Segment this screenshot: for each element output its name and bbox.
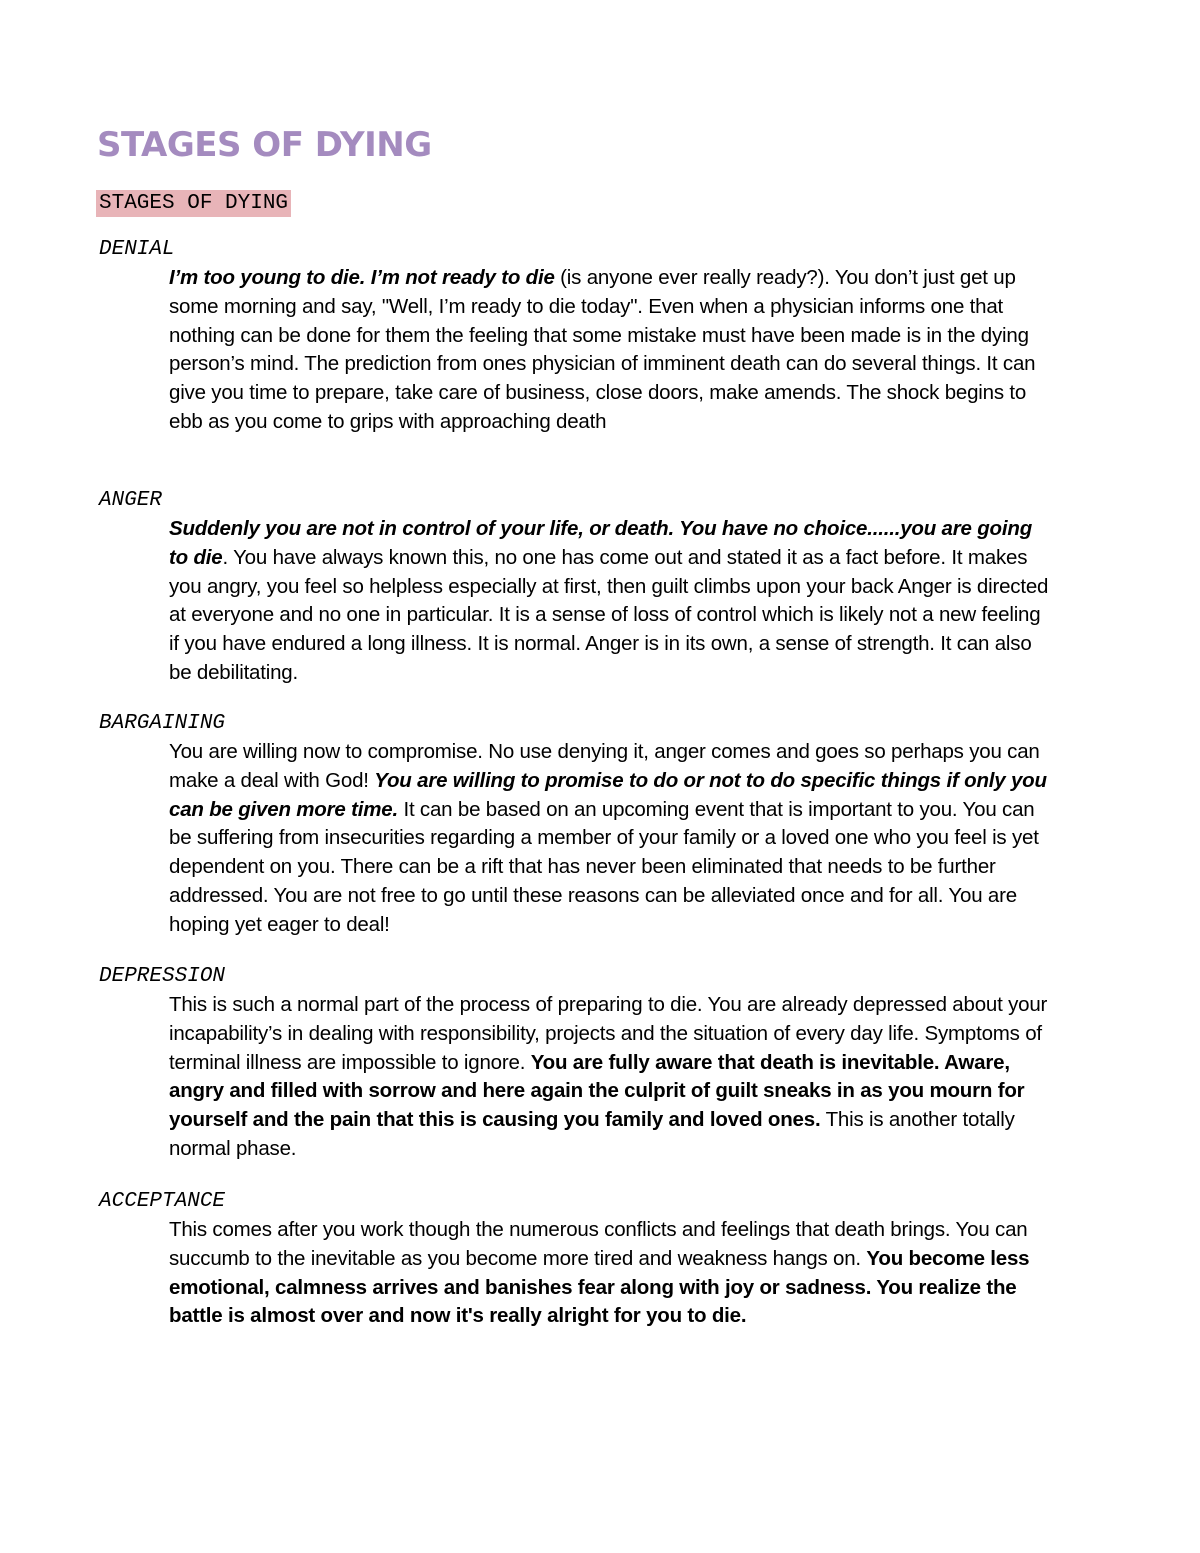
stage-body xyxy=(169,1216,1049,1331)
stage-text: This comes after you work though the numerous conflicts and feelings that death brings. You can succumb to the inevitable as you become more tired and weakness hangs on. xyxy=(169,1218,1028,1270)
stage-text: It can be based on an upcoming event that is important to you. You can be suffering from insecurities regarding a member of your family or a loved one who you feel is yet dependent on you. There can be a rift that has never been eliminated that needs to be further addressed. You are not free to go until these reasons can be alleviated once and for all. You are hoping yet eager to deal! xyxy=(169,797,1039,936)
stage-text: . You have always known this, no one has come out and stated it as a fact before. It makes you angry, you feel so helpless especially at first, then guilt climbs upon your back Anger is directed at everyone and no one in particular. It is a sense of loss of control which is likely not a new feeling if you have endured a long illness. It is normal. Anger is in its own, a sense of strength. It can also be debilitating. xyxy=(169,545,1049,684)
stage-heading: DENIAL xyxy=(99,238,175,261)
stage-emphasis: You become less emotional, calmness arrives and banishes fear along with joy or sadness. You realize the battle is almost over and now it's really alright for you to die. xyxy=(169,1246,1030,1328)
stage-text: This is another totally normal phase. xyxy=(169,1108,1015,1160)
stage-text: You are willing now to compromise. No use denying it, anger comes and goes so perhaps you can make a deal with God! xyxy=(169,740,1040,792)
stage-heading: ANGER xyxy=(99,489,163,512)
document-title: STAGES OF DYING xyxy=(97,125,432,165)
stage-body xyxy=(169,991,1049,1164)
stage-heading: DEPRESSION xyxy=(99,965,226,988)
stage-emphasis: You are willing to promise to do or not to do specific things if only you can be given more time. xyxy=(169,768,1047,821)
stage-body xyxy=(169,264,1049,437)
stage-heading: BARGAINING xyxy=(99,712,226,735)
stage-emphasis: Suddenly you are not in control of your life, or death. You have no choice......you are going to die xyxy=(169,517,1033,569)
stage-body xyxy=(169,738,1049,940)
stage-text: (is anyone ever really ready?). You don’t just get up some morning and say, "Well, I’m ready to die today". Even when a physician informs one that nothing can be done for them the feeling that some mistake must have been made is in the dying person’s mind. The prediction from ones physician of imminent death can do several things. It can give you time to prepare, take care of business, close doors, make amends. The shock begins to ebb as you come to grips with approaching death xyxy=(169,266,1036,433)
stage-body xyxy=(169,515,1049,688)
document-subtitle: STAGES OF DYING xyxy=(96,190,291,217)
stage-emphasis: I’m too young to die. I’m not ready to die xyxy=(169,266,555,289)
stage-heading: ACCEPTANCE xyxy=(99,1190,226,1213)
stage-text: This is such a normal part of the process of preparing to die. You are already depressed about your incapability’s in dealing with responsibility, projects and the situation of every day life. Symptoms of terminal illness are impossible to ignore. xyxy=(169,993,1048,1074)
stage-emphasis: You are fully aware that death is inevitable. Aware, angry and filled with sorrow and here again the culprit of guilt sneaks in as you mourn for yourself and the pain that this is causing you family and loved ones. xyxy=(169,1050,1025,1132)
